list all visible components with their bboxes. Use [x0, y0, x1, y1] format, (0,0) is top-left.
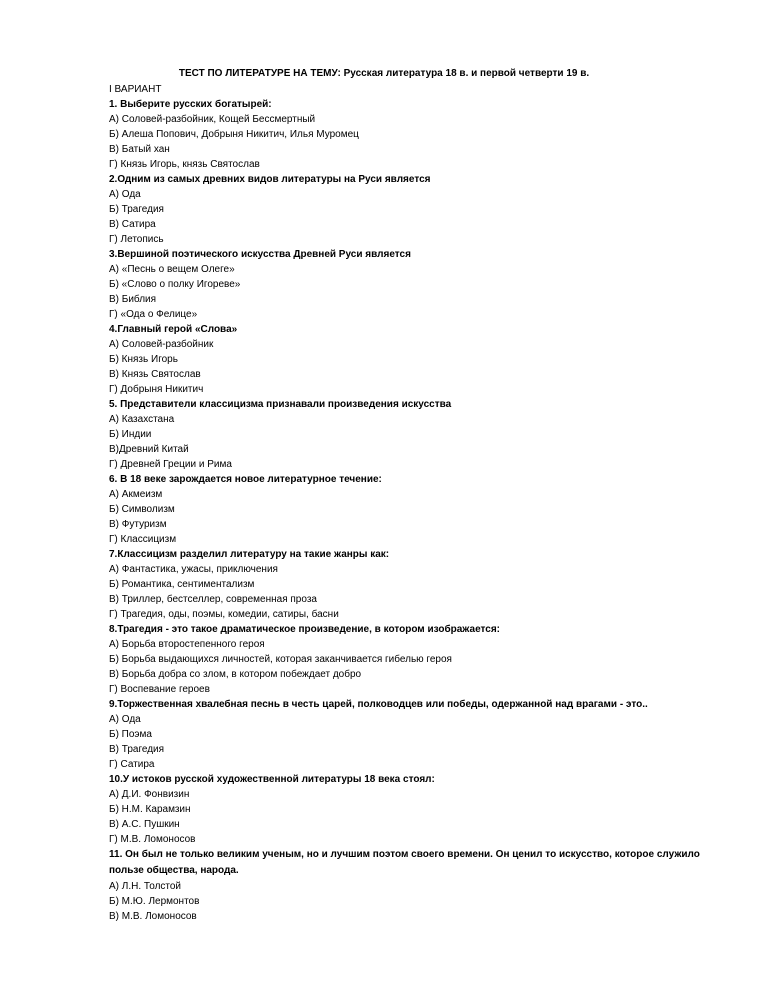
answer-option: В) А.С. Пушкин	[109, 819, 180, 830]
answer-option: В) Футуризм	[109, 519, 167, 530]
question-text: 4.Главный герой «Слова»	[109, 324, 238, 335]
answer-option: Г) «Ода о Фелице»	[109, 309, 198, 320]
answer-option: В) М.В. Ломоносов	[109, 911, 197, 922]
question-text: 7.Классицизм разделил литературу на такие жанры как:	[109, 549, 390, 560]
answer-option: Б) Символизм	[109, 504, 175, 515]
answer-option: Б) Князь Игорь	[109, 354, 178, 365]
answer-option: В) Сатира	[109, 219, 156, 230]
answer-option: Б) Борьба выдающихся личностей, которая заканчивается гибелью героя	[109, 654, 452, 665]
question-text: 5. Представители классицизма признавали произведения искусства	[109, 399, 452, 410]
answer-option: Б) «Слово о полку Игореве»	[109, 279, 241, 290]
question-text: 10.У истоков русской художественной литературы 18 века стоял:	[109, 774, 435, 785]
answer-option: Г) Летопись	[109, 234, 164, 245]
variant-label: I ВАРИАНТ	[109, 84, 162, 95]
answer-option: Г) Древней Греции и Рима	[109, 459, 232, 470]
question-text: 6. В 18 веке зарождается новое литературное течение:	[109, 474, 382, 485]
answer-option: Г) Князь Игорь, князь Святослав	[109, 159, 260, 170]
answer-option: Б) Трагедия	[109, 204, 164, 215]
question-text: 11. Он был не только великим ученым, но и лучшим поэтом своего времени. Он ценил то искусство, которое служило пользе общества, народа.	[109, 849, 700, 876]
answer-option: А) Казахстана	[109, 414, 175, 425]
answer-option: Г) Воспевание героев	[109, 684, 210, 695]
question-text: 9.Торжественная хвалебная песнь в честь царей, полководцев или победы, одержанной над врагами - это..	[109, 699, 648, 710]
question-text: 8.Трагедия - это такое драматическое произведение, в котором изображается:	[109, 624, 500, 635]
answer-option: В)Древний Китай	[109, 444, 189, 455]
answer-option: А) Акмеизм	[109, 489, 163, 500]
answer-option: Б) Индии	[109, 429, 152, 440]
answer-option: Г) Трагедия, оды, поэмы, комедии, сатиры, басни	[109, 609, 339, 620]
answer-option: В) Князь Святослав	[109, 369, 201, 380]
question-text: 2.Одним из самых древних видов литературы на Руси является	[109, 174, 431, 185]
answer-option: Б) Н.М. Карамзин	[109, 804, 191, 815]
answer-option: В) Триллер, бестселлер, современная проза	[109, 594, 317, 605]
answer-option: Б) Поэма	[109, 729, 152, 740]
test-body	[109, 82, 729, 924]
document-title: ТЕСТ ПО ЛИТЕРАТУРЕ НА ТЕМУ: Русская литература 18 в. и первой четверти 19 в.	[178, 68, 590, 79]
answer-option: А) Соловей-разбойник, Кощей Бессмертный	[109, 114, 316, 125]
answer-option: В) Борьба добра со злом, в котором побеждает добро	[109, 669, 362, 680]
answer-option: Г) Классицизм	[109, 534, 177, 545]
question-text: 1. Выберите русских богатырей:	[109, 99, 272, 110]
answer-option: Б) Романтика, сентиментализм	[109, 579, 255, 590]
answer-option: Б) Алеша Попович, Добрыня Никитич, Илья Муромец	[109, 129, 359, 140]
answer-option: А) Борьба второстепенного героя	[109, 639, 265, 650]
answer-option: Г) Добрыня Никитич	[109, 384, 204, 395]
answer-option: А) Ода	[109, 714, 141, 725]
answer-option: А) Фантастика, ужасы, приключения	[109, 564, 278, 575]
answer-option: А) Ода	[109, 189, 141, 200]
answer-option: А) Соловей-разбойник	[109, 339, 214, 350]
answer-option: В) Трагедия	[109, 744, 165, 755]
answer-option: А) Л.Н. Толстой	[109, 881, 182, 892]
answer-option: А) «Песнь о вещем Олеге»	[109, 264, 235, 275]
question-text: 3.Вершиной поэтического искусства Древней Руси является	[109, 249, 411, 260]
answer-option: В) Библия	[109, 294, 157, 305]
answer-option: Г) М.В. Ломоносов	[109, 834, 196, 845]
answer-option: В) Батый хан	[109, 144, 170, 155]
answer-option: Б) М.Ю. Лермонтов	[109, 896, 200, 907]
answer-option: А) Д.И. Фонвизин	[109, 789, 190, 800]
answer-option: Г) Сатира	[109, 759, 155, 770]
